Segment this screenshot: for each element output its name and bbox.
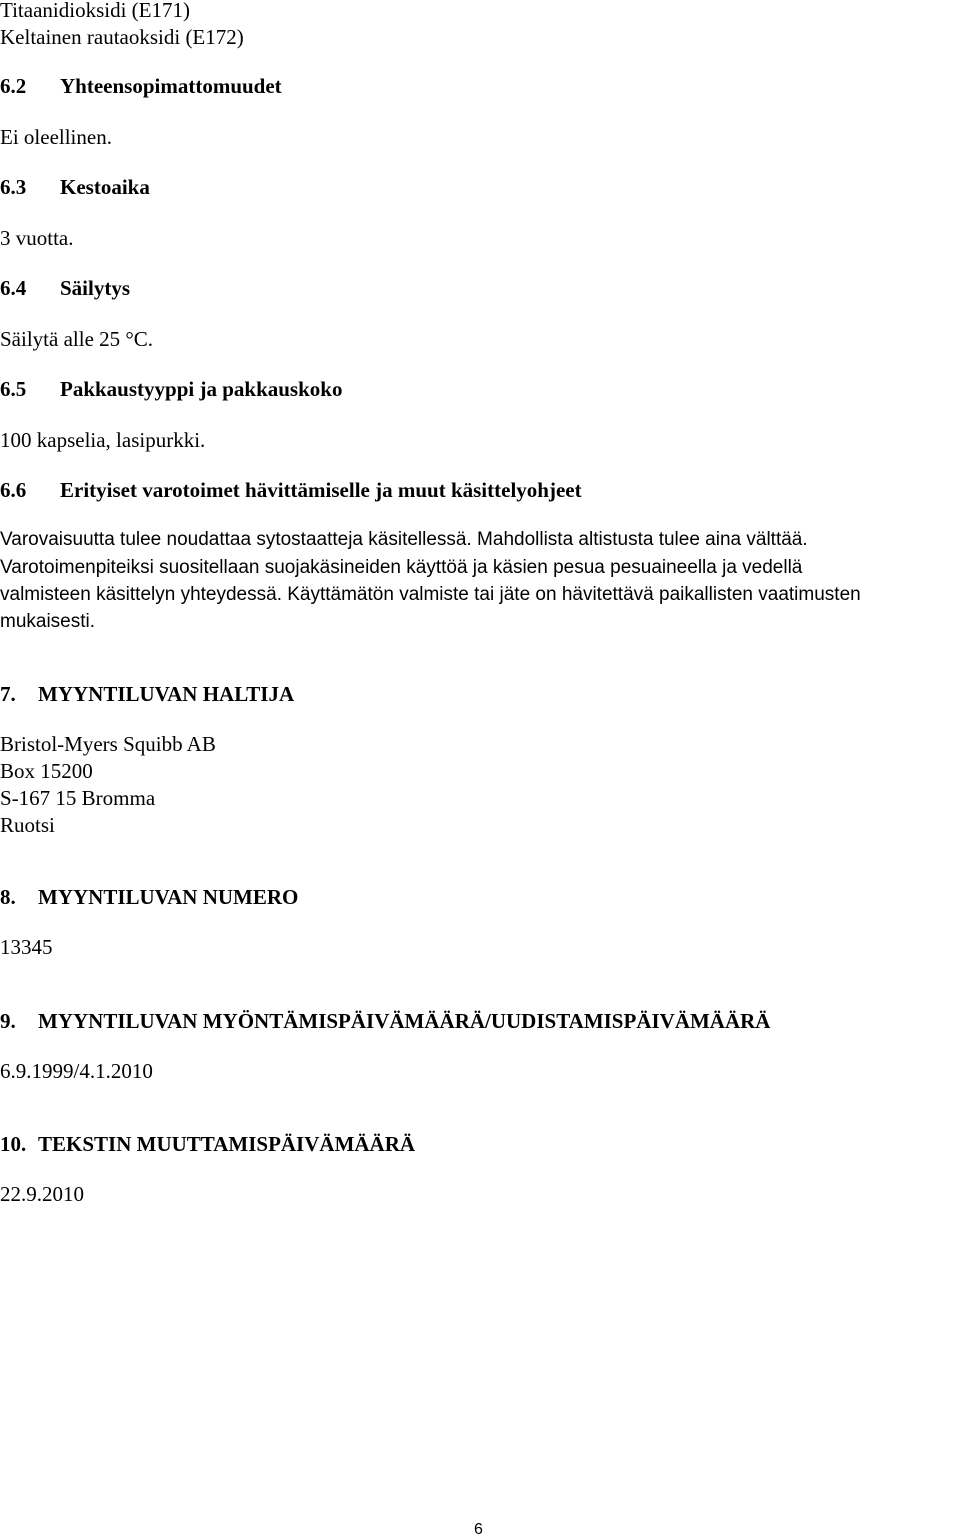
section-heading: Kestoaika <box>60 175 150 199</box>
section-heading <box>0 887 298 908</box>
section-text: 3 vuotta. <box>0 226 74 250</box>
ingredient-line: Keltainen rautaoksidi (E172) <box>0 25 244 49</box>
section-number: 10. <box>0 1132 27 1156</box>
ingredient-line: Titaanidioksidi (E171) <box>0 0 190 22</box>
section-heading <box>0 1134 415 1155</box>
section-number: 8. <box>0 885 16 909</box>
section-heading: Yhteensopimattomuudet <box>60 74 282 98</box>
section-text: Ei oleellinen. <box>0 125 112 149</box>
address-line: S-167 15 Bromma <box>0 786 156 810</box>
section-heading: Säilytys <box>60 276 131 300</box>
section-number: 6.6 <box>0 478 27 502</box>
section-title: MYYNTILUVAN NUMERO <box>38 885 299 909</box>
section-number: 6.2 <box>0 74 27 98</box>
section-title: MYYNTILUVAN MYÖNTÄMISPÄIVÄMÄÄRÄ/UUDISTAMISPÄIVÄMÄÄRÄ <box>38 1009 771 1033</box>
section-heading <box>0 1011 770 1032</box>
section-number: 6.3 <box>0 175 27 199</box>
section-title: TEKSTIN MUUTTAMISPÄIVÄMÄÄRÄ <box>38 1132 416 1156</box>
paragraph-line: Varotoimenpiteiksi suositellaan suojakäsineiden käyttöä ja käsien pesua pesuaineella ja vedellä <box>0 557 803 578</box>
section-title: MYYNTILUVAN HALTIJA <box>38 682 295 706</box>
address-line: Bristol-Myers Squibb AB <box>0 732 216 756</box>
section-number: 9. <box>0 1009 16 1033</box>
section-number: 6.4 <box>0 276 27 300</box>
section-text: 22.9.2010 <box>0 1182 84 1206</box>
address-line: Box 15200 <box>0 759 93 783</box>
address-line: Ruotsi <box>0 813 55 837</box>
paragraph-line: mukaisesti. <box>0 611 96 632</box>
section-text: Säilytä alle 25 °C. <box>0 327 154 351</box>
page-number: 6 <box>474 1521 483 1538</box>
section-text: 13345 <box>0 935 53 959</box>
paragraph-line: Varovaisuutta tulee noudattaa sytostaatteja käsitellessä. Mahdollista altistusta tulee aina välttää. <box>0 529 808 550</box>
section-text: 100 kapselia, lasipurkki. <box>0 428 206 452</box>
section-text: 6.9.1999/4.1.2010 <box>0 1059 153 1083</box>
section-heading: Erityiset varotoimet hävittämiselle ja muut käsittelyohjeet <box>60 478 582 502</box>
section-number: 6.5 <box>0 377 27 401</box>
paragraph-line: valmisteen käsittelyn yhteydessä. Käyttämätön valmiste tai jäte on hävitettävä paikallisten vaatimusten <box>0 584 861 605</box>
section-number: 7. <box>0 682 16 706</box>
section-heading: Pakkaustyyppi ja pakkauskoko <box>60 377 343 401</box>
section-heading <box>0 684 294 705</box>
